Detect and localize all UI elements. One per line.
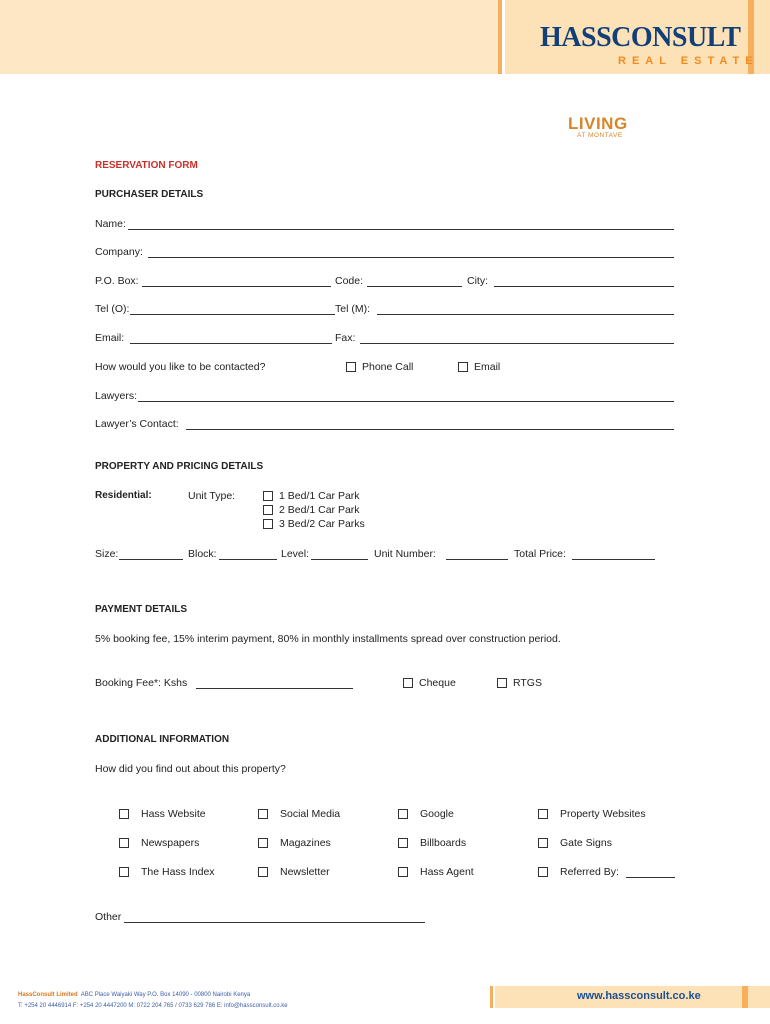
- checkbox[interactable]: [263, 491, 273, 501]
- other-field[interactable]: [124, 922, 425, 923]
- referred-by-field[interactable]: [626, 877, 675, 878]
- unit-type-label: Unit Type:: [188, 490, 236, 502]
- checkbox[interactable]: [398, 838, 408, 848]
- source-label: Property Websites: [560, 808, 646, 820]
- checkbox[interactable]: [497, 678, 507, 688]
- checkbox[interactable]: [398, 867, 408, 877]
- email-field[interactable]: [130, 343, 332, 344]
- contact-option-email[interactable]: [458, 361, 500, 373]
- section-heading-additional: ADDITIONAL INFORMATION: [95, 734, 230, 745]
- company-label: Company:: [95, 246, 143, 258]
- source-label: Referred By:: [560, 866, 619, 878]
- contact-option-label: Phone Call: [362, 361, 414, 373]
- tel-office-field[interactable]: [130, 314, 335, 315]
- city-field[interactable]: [494, 286, 674, 287]
- footer-phones: T: +254 20 4446914 F: +254 20 4447200 M: 0722 204 765 / 0733 629 786 E: info@hassconsult.co.ke: [18, 1003, 288, 1009]
- source-label: Google: [420, 808, 454, 820]
- form-title: RESERVATION FORM: [95, 160, 198, 171]
- city-label: City:: [467, 275, 488, 287]
- checkbox[interactable]: [119, 809, 129, 819]
- source-label: Hass Agent: [420, 866, 474, 878]
- source-label: Hass Website: [141, 808, 206, 820]
- checkbox[interactable]: [346, 362, 356, 372]
- source-question: How did you find out about this property?: [95, 763, 286, 775]
- footer-address: ABC Place Waiyaki Way P.O. Box 14090 - 00800 Nairobi Kenya: [80, 992, 251, 998]
- company-field[interactable]: [148, 257, 674, 258]
- unit-type-label: 2 Bed/1 Car Park: [279, 504, 360, 516]
- source-option[interactable]: [258, 808, 340, 820]
- checkbox[interactable]: [458, 362, 468, 372]
- section-heading-property: PROPERTY AND PRICING DETAILS: [95, 461, 264, 472]
- source-label: Billboards: [420, 837, 467, 849]
- booking-fee-field[interactable]: [196, 688, 353, 689]
- source-label: Newspapers: [141, 837, 200, 849]
- code-label: Code:: [335, 275, 364, 287]
- source-label: Social Media: [280, 808, 341, 820]
- pobox-label: P.O. Box:: [95, 275, 139, 287]
- lawyers-field[interactable]: [138, 401, 674, 402]
- source-label: Newsletter: [280, 866, 330, 878]
- payment-method-cheque[interactable]: [403, 677, 456, 689]
- footer-stripe: [490, 986, 493, 1008]
- total-price-field[interactable]: [572, 559, 655, 560]
- lawyers-label: Lawyers:: [95, 390, 138, 402]
- source-option[interactable]: [258, 866, 330, 878]
- source-option[interactable]: [119, 866, 215, 878]
- unit-type-option[interactable]: [263, 518, 365, 530]
- block-label: Block:: [188, 548, 217, 560]
- source-label: The Hass Index: [141, 866, 215, 878]
- checkbox[interactable]: [258, 867, 268, 877]
- source-option[interactable]: [258, 837, 331, 849]
- unit-number-label: Unit Number:: [374, 548, 436, 560]
- payment-method-rtgs[interactable]: [497, 677, 542, 689]
- checkbox[interactable]: [119, 838, 129, 848]
- block-field[interactable]: [219, 559, 277, 560]
- unit-type-label: 3 Bed/2 Car Parks: [279, 518, 365, 530]
- header-band: [0, 0, 498, 74]
- lawyers-contact-label: Lawyer’s Contact:: [95, 418, 179, 430]
- contact-question: How would you like to be contacted?: [95, 361, 266, 373]
- footer-website-link[interactable]: www.hassconsult.co.ke: [577, 990, 701, 1002]
- source-option[interactable]: [538, 808, 646, 820]
- unit-type-option[interactable]: [263, 490, 360, 502]
- footer-company: HassConsult Limited: [18, 992, 78, 998]
- unit-number-field[interactable]: [446, 559, 508, 560]
- payment-terms: 5% booking fee, 15% interim payment, 80% in monthly installments spread over construction period.: [95, 633, 561, 645]
- size-field[interactable]: [119, 559, 183, 560]
- source-option[interactable]: [398, 866, 474, 878]
- checkbox[interactable]: [398, 809, 408, 819]
- source-option[interactable]: [119, 808, 206, 820]
- project-logo: LIVING: [568, 114, 628, 133]
- checkbox[interactable]: [263, 519, 273, 529]
- pobox-field[interactable]: [142, 286, 331, 287]
- source-option[interactable]: [538, 866, 619, 878]
- lawyers-contact-field[interactable]: [186, 429, 674, 430]
- source-label: Gate Signs: [560, 837, 612, 849]
- checkbox[interactable]: [258, 838, 268, 848]
- code-field[interactable]: [367, 286, 462, 287]
- email-label: Email:: [95, 332, 125, 344]
- source-option[interactable]: [398, 808, 454, 820]
- level-label: Level:: [281, 548, 310, 560]
- source-option[interactable]: [538, 837, 612, 849]
- source-option[interactable]: [398, 837, 466, 849]
- unit-type-option[interactable]: [263, 504, 360, 516]
- level-field[interactable]: [311, 559, 368, 560]
- checkbox[interactable]: [403, 678, 413, 688]
- checkbox[interactable]: [538, 867, 548, 877]
- name-label: Name:: [95, 218, 126, 230]
- size-label: Size:: [95, 548, 119, 560]
- checkbox[interactable]: [263, 505, 273, 515]
- other-label: Other: [95, 911, 122, 923]
- brand-logo: HASSCONSULT: [540, 22, 741, 53]
- section-heading-purchaser: PURCHASER DETAILS: [95, 189, 204, 200]
- contact-option-phone[interactable]: [346, 361, 413, 373]
- contact-option-label: Email: [474, 361, 501, 373]
- source-option[interactable]: [119, 837, 199, 849]
- brand-subtitle: REAL ESTATE: [618, 55, 759, 67]
- fax-label: Fax:: [335, 332, 356, 344]
- project-subtitle: AT MONTAVE: [577, 132, 623, 139]
- checkbox[interactable]: [119, 867, 129, 877]
- tel-office-label: Tel (O):: [95, 303, 130, 315]
- total-price-label: Total Price:: [514, 548, 566, 560]
- checkbox[interactable]: [538, 838, 548, 848]
- tel-mobile-label: Tel (M):: [335, 303, 370, 315]
- payment-method-label: Cheque: [419, 677, 456, 689]
- source-label: Magazines: [280, 837, 331, 849]
- header-stripe: [498, 0, 502, 74]
- checkbox[interactable]: [538, 809, 548, 819]
- unit-type-label: 1 Bed/1 Car Park: [279, 490, 360, 502]
- tel-mobile-field[interactable]: [377, 314, 674, 315]
- section-heading-payment: PAYMENT DETAILS: [95, 604, 188, 615]
- fax-field[interactable]: [360, 343, 674, 344]
- payment-method-label: RTGS: [513, 677, 542, 689]
- checkbox[interactable]: [258, 809, 268, 819]
- footer-stripe: [742, 986, 748, 1008]
- footer-contact: [18, 990, 288, 1012]
- name-field[interactable]: [128, 229, 674, 230]
- booking-fee-label: Booking Fee*: Kshs: [95, 677, 188, 689]
- residential-label: Residential:: [95, 490, 152, 501]
